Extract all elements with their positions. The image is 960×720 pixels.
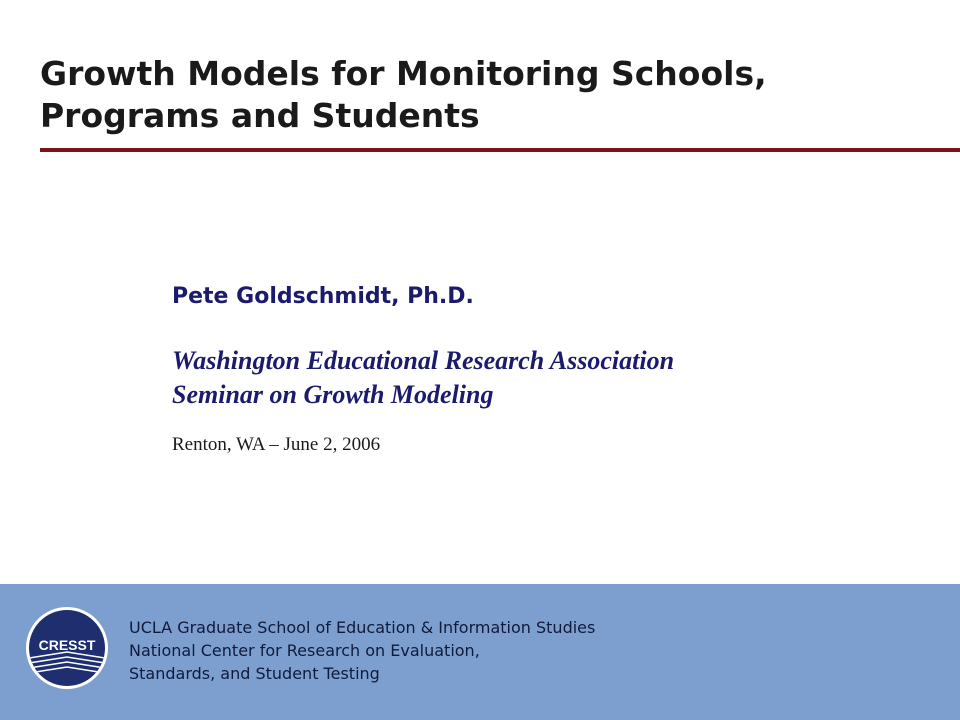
footer-line-3: Standards, and Student Testing xyxy=(129,664,380,683)
author-name: Pete Goldschmidt, Ph.D. xyxy=(172,284,474,309)
footer-line-1: UCLA Graduate School of Education & Information Studies xyxy=(129,618,596,637)
location-date: Renton, WA – June 2, 2006 xyxy=(172,434,381,455)
footer-affiliation xyxy=(129,616,595,685)
slide-title xyxy=(40,53,940,137)
footer-line-2: National Center for Research on Evaluation, xyxy=(129,641,480,660)
slide-title-line-2: Programs and Students xyxy=(40,96,480,135)
logo-text: CRESST xyxy=(38,637,96,653)
event-name-line-2: Seminar on Growth Modeling xyxy=(172,380,494,409)
footer-band xyxy=(0,584,960,720)
cresst-logo xyxy=(25,606,109,690)
slide-title-line-1: Growth Models for Monitoring Schools, xyxy=(40,54,767,93)
event-name xyxy=(172,344,674,412)
title-divider xyxy=(40,148,960,152)
event-name-line-1: Washington Educational Research Association xyxy=(172,346,675,375)
